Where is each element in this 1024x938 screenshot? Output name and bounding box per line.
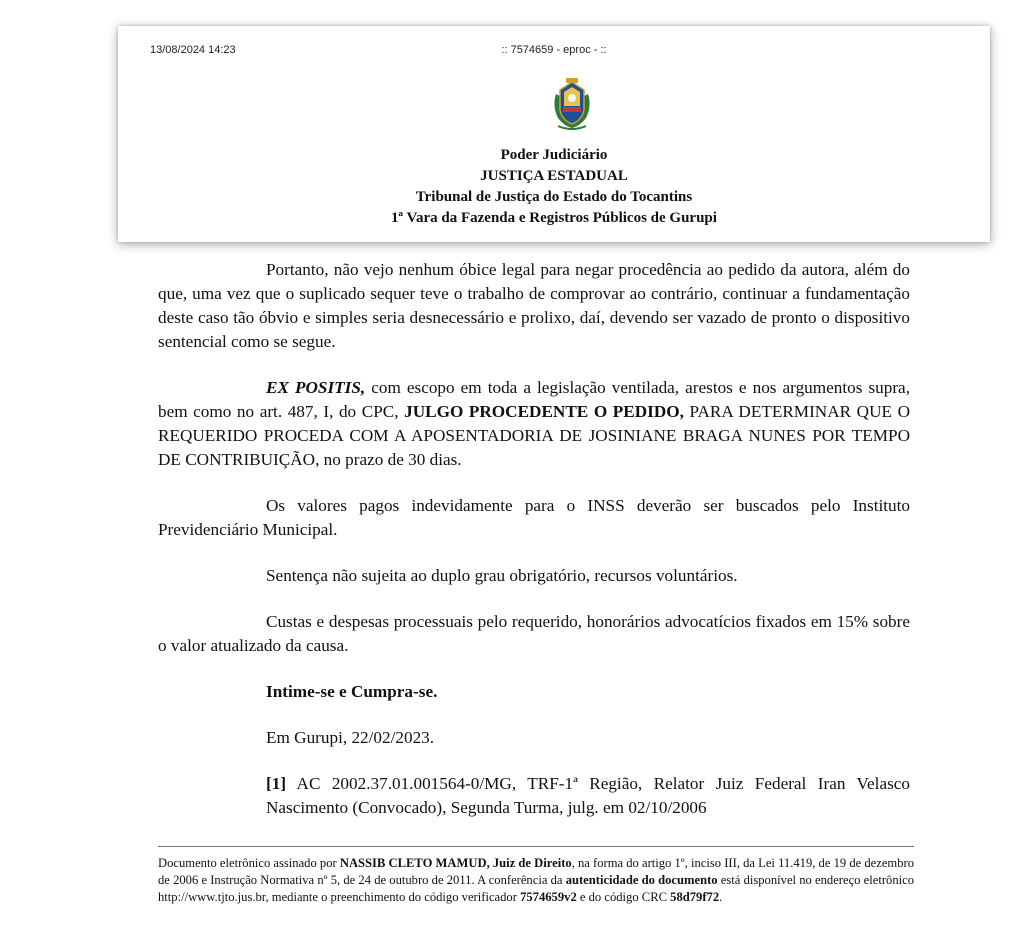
- heading-line-4: 1ª Vara da Fazenda e Registros Públicos de Gurupi: [391, 210, 717, 226]
- heading-line-2: JUSTIÇA ESTADUAL: [480, 168, 628, 184]
- footer-text-4: e do código CRC: [576, 890, 671, 904]
- intime-cumpra: Intime-se e Cumpra-se.: [266, 682, 438, 701]
- paragraph-6: [158, 680, 910, 704]
- tjto-seal-icon: [552, 76, 592, 132]
- court-heading: [118, 145, 990, 229]
- footer-text-2: , na forma do artigo 1º, inciso III, da Lei 11.419, de 19 de dezembro de 2006 e Instrução Normativa nº 5, de 24 de outubro de 2011. A conferência da: [158, 856, 914, 887]
- print-datetime: 13/08/2024 14:23: [150, 44, 236, 56]
- paragraph-2: [158, 376, 910, 472]
- ex-positis: EX POSITIS,: [266, 378, 366, 397]
- signature-footer: [158, 855, 914, 906]
- paragraph-5: Custas e despesas processuais pelo requerido, honorários advocatícios fixados em 15% sobre o valor atualizado da causa.: [158, 612, 910, 655]
- heading-line-3: Tribunal de Justiça do Estado do Tocantins: [415, 189, 693, 205]
- document-id: :: 7574659 - eproc - ::: [501, 44, 607, 56]
- paragraph-2-end: no prazo de 30 dias.: [319, 450, 462, 469]
- paragraph-3: Os valores pagos indevidamente para o INSS deverão ser buscados pelo Instituto Previdenciário Municipal.: [158, 496, 910, 539]
- paragraph-2-text: com escopo em toda a legislação ventilada, arestos e nos argumentos supra, bem como no art. 487, I, do CPC,: [158, 378, 910, 421]
- heading-line-1: Poder Judiciário: [500, 147, 608, 163]
- authenticity-label: autenticidade do documento: [565, 873, 718, 887]
- signer-name: NASSIB CLETO MAMUD, Juiz de Direito: [339, 856, 572, 870]
- paragraph-1: Portanto, não vejo nenhum óbice legal para negar procedência ao pedido da autora, além do que, uma vez que o suplicado sequer teve o trabalho de comprovar ao contrário, continuar a fundamentação deste caso tão óbvio e simples seria desnecessário e prolixo, daí, devendo ser vazado de pronto o dispositivo sentencial como se segue.: [158, 260, 910, 351]
- footer-divider: [158, 846, 914, 847]
- paragraph-2-caps: PARA DETERMINAR QUE O REQUERIDO PROCEDA COM A APOSENTADORIA DE JOSINIANE BRAGA NUNES POR TEMPO DE CONTRIBUIÇÃO,: [158, 402, 910, 469]
- judgment-clause: JULGO PROCEDENTE O PEDIDO,: [404, 402, 684, 421]
- footnote: [158, 772, 910, 820]
- footer-text-1: Documento eletrônico assinado por: [158, 856, 340, 870]
- footnote-text: AC 2002.37.01.001564-0/MG, TRF-1ª Região, Relator Juiz Federal Iran Velasco Nascimento (Convocado), Segunda Turma, julg. em 02/10/2006: [266, 774, 910, 817]
- document-header: [118, 26, 990, 242]
- verification-code: 7574659v2: [520, 890, 577, 904]
- crc-code: 58d79f72: [670, 890, 720, 904]
- footer-text-5: .: [719, 890, 723, 904]
- footer-text-3: está disponível no endereço eletrônico http://www.tjto.jus.br, mediante o preenchimento do código verificador: [158, 873, 914, 904]
- paragraph-4: Sentença não sujeita ao duplo grau obrigatório, recursos voluntários.: [266, 566, 738, 585]
- document-body: [158, 258, 910, 820]
- footnote-ref: [1]: [266, 774, 287, 793]
- paragraph-7: Em Gurupi, 22/02/2023.: [266, 728, 435, 747]
